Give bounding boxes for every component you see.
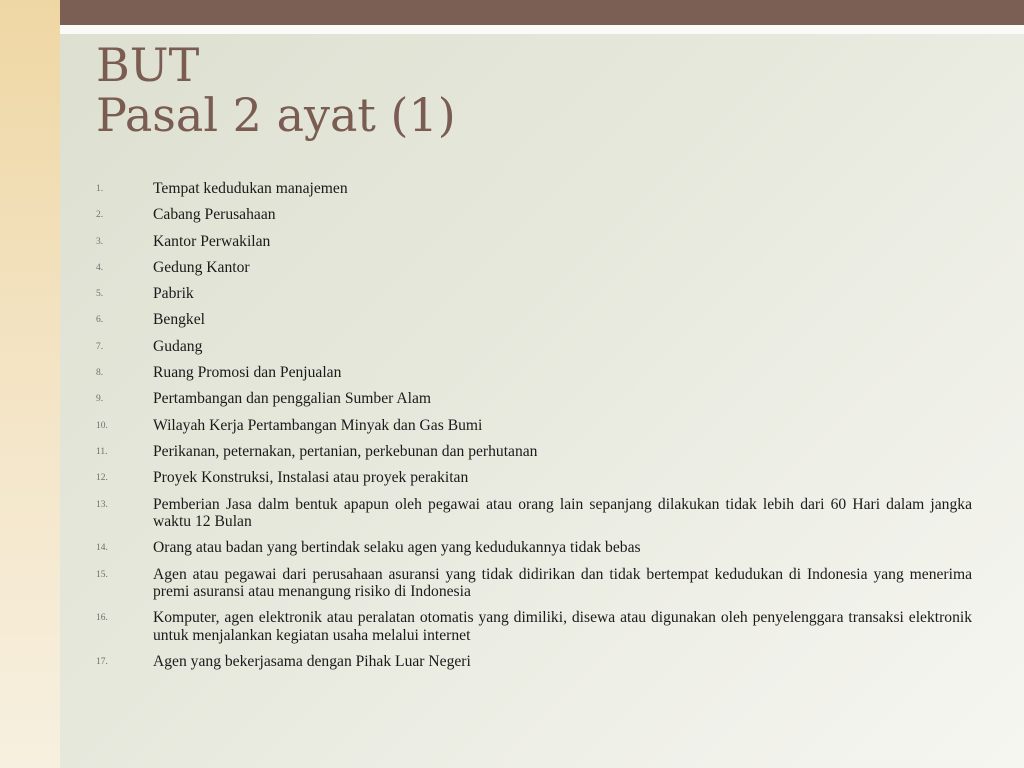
list-item-number: 5. bbox=[96, 289, 104, 300]
list-item-text: Wilayah Kerja Pertambangan Minyak dan Gas Bumi bbox=[153, 416, 483, 434]
list-item bbox=[96, 539, 972, 557]
list-item-number: 15. bbox=[96, 569, 108, 580]
list-item bbox=[96, 609, 972, 644]
list-item-number: 3. bbox=[96, 236, 104, 247]
list-item-text: Orang atau badan yang bertindak selaku agen yang kedudukannya tidak bebas bbox=[153, 539, 641, 557]
list-item bbox=[96, 206, 972, 224]
list-item-number: 1. bbox=[96, 184, 104, 194]
list-item-number: 13. bbox=[96, 499, 108, 510]
list-item bbox=[96, 469, 972, 487]
list-item-text: Komputer, agen elektronik atau peralatan otomatis yang dimiliki, disewa atau digunakan oleh penyelenggara transaksi elektronik untuk menjalankan kegiatan usaha melalui internet bbox=[153, 609, 972, 644]
slide-title bbox=[96, 40, 976, 140]
list-item bbox=[96, 566, 972, 601]
list-item-text: Agen yang bekerjasama dengan Pihak Luar Negeri bbox=[153, 653, 471, 671]
list-item-text: Agen atau pegawai dari perusahaan asuransi yang tidak didirikan dan tidak bertempat kedudukan di Indonesia yang menerima premi asuransi atau menangung risiko di Indonesia bbox=[153, 565, 972, 601]
list-item-text: Tempat kedudukan manajemen bbox=[153, 180, 348, 197]
left-accent-strip bbox=[0, 0, 60, 768]
list-item-text: Gedung Kantor bbox=[153, 258, 250, 276]
list-item-number: 17. bbox=[96, 657, 108, 668]
list-item-number: 10. bbox=[96, 420, 108, 431]
list-item bbox=[96, 653, 972, 671]
list-item bbox=[96, 496, 972, 531]
list-item-number: 2. bbox=[96, 210, 104, 221]
list-item bbox=[96, 417, 972, 435]
list-item bbox=[96, 390, 972, 408]
numbered-list bbox=[96, 180, 972, 680]
list-item-number: 7. bbox=[96, 341, 104, 352]
list-item bbox=[96, 285, 972, 303]
list-item-number: 16. bbox=[96, 613, 108, 624]
list-item-text: Proyek Konstruksi, Instalasi atau proyek perakitan bbox=[153, 469, 469, 487]
list-item bbox=[96, 338, 972, 356]
list-item bbox=[96, 443, 972, 461]
list-item-number: 8. bbox=[96, 368, 104, 379]
top-accent-bar bbox=[60, 0, 1024, 25]
list-item bbox=[96, 233, 972, 251]
slide-title-line-2: Pasal 2 ayat (1) bbox=[96, 88, 456, 142]
list-item-text: Kantor Perwakilan bbox=[153, 232, 271, 250]
list-item-text: Pabrik bbox=[153, 285, 194, 303]
list-item-text: Ruang Promosi dan Penjualan bbox=[153, 364, 342, 382]
list-item-number: 9. bbox=[96, 394, 104, 405]
list-item bbox=[96, 259, 972, 277]
list-item-number: 4. bbox=[96, 262, 104, 273]
list-item-number: 12. bbox=[96, 473, 108, 484]
slide-title-line-1: BUT bbox=[96, 38, 200, 92]
list-item-number: 11. bbox=[96, 446, 108, 457]
list-item-number: 6. bbox=[96, 315, 104, 326]
list-item bbox=[96, 364, 972, 382]
list-item bbox=[96, 180, 972, 198]
list-item-text: Pertambangan dan penggalian Sumber Alam bbox=[153, 390, 432, 408]
list-item-text: Cabang Perusahaan bbox=[153, 206, 276, 224]
list-item-number: 14. bbox=[96, 543, 108, 554]
list-item-text: Perikanan, peternakan, pertanian, perkebunan dan perhutanan bbox=[153, 442, 538, 460]
list-item-text: Gudang bbox=[153, 337, 203, 355]
list-item bbox=[96, 311, 972, 329]
list-item-text: Bengkel bbox=[153, 311, 205, 329]
list-item-text: Pemberian Jasa dalm bentuk apapun oleh pegawai atau orang lain sepanjang dilakukan tidak lebih dari 60 Hari dalam jangka waktu 12 Bulan bbox=[153, 495, 972, 531]
top-accent-line bbox=[60, 25, 1024, 34]
